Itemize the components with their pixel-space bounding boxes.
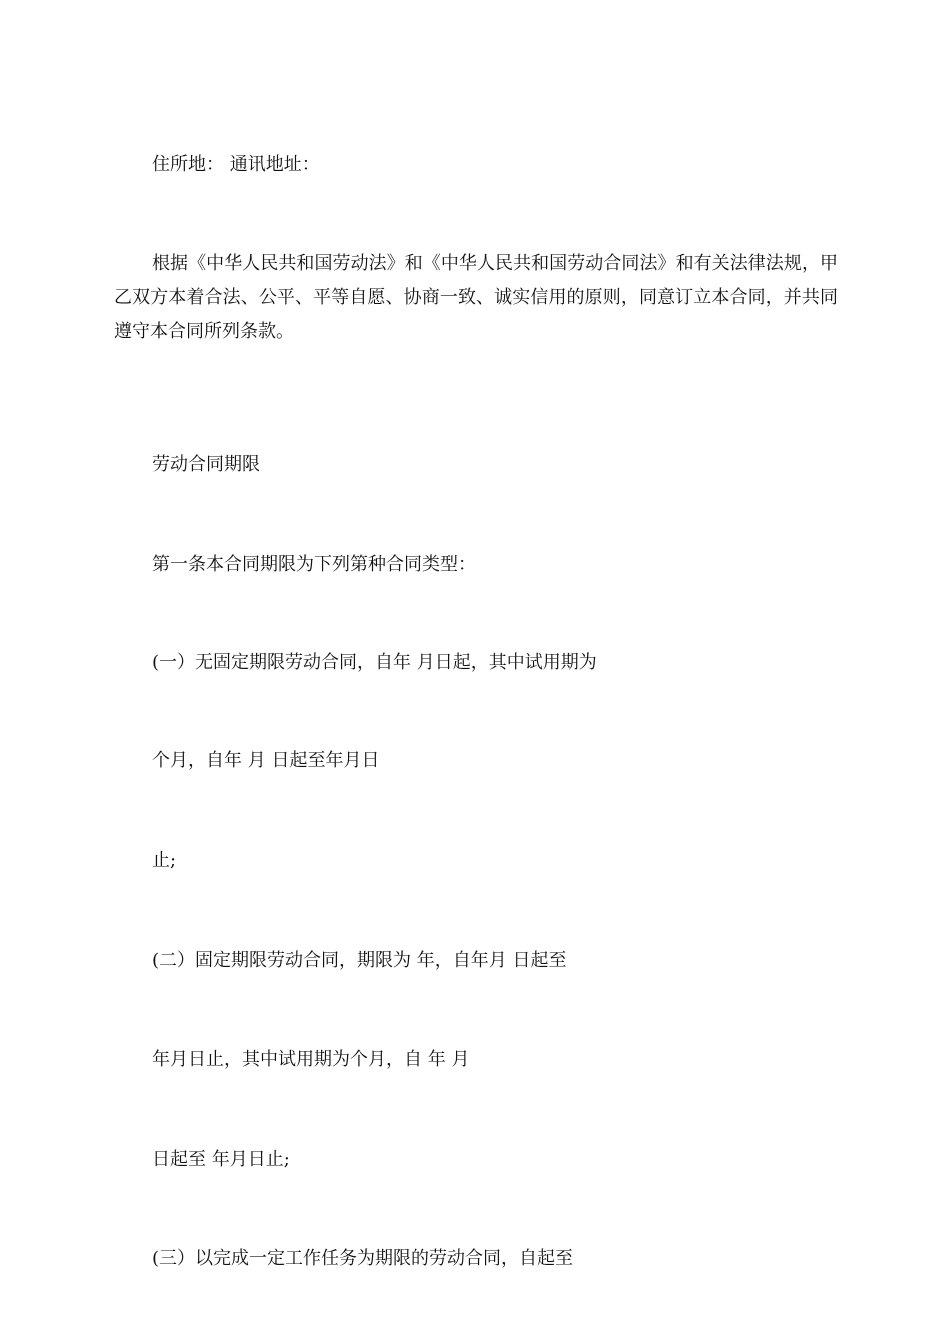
section-heading: 劳动合同期限: [152, 454, 260, 475]
item-2-line-2: 年月日止，其中试用期为个月，自 年 月: [152, 1049, 470, 1070]
item-1-line-3: 止;: [152, 850, 177, 871]
item-3-line-1: (三）以完成一定工作任务为期限的劳动合同，自起至: [152, 1248, 574, 1269]
item-2-line-3: 日起至 年月日止;: [152, 1149, 290, 1170]
item-1-line-2: 个月，自年 月 日起至年月日: [152, 750, 380, 771]
item-2-line-1: (二）固定期限劳动合同，期限为 年，自年月 日起至: [152, 950, 567, 971]
preamble-paragraph: 根据《中华人民共和国劳动法》和《中华人民共和国劳动合同法》和有关法律法规，甲乙双方本着合法、公平、平等自愿、协商一致、诚实信用的原则，同意订立本合同，并共同遵守本合同所列条款。: [114, 253, 838, 342]
address-line: 住所地： 通讯地址：: [152, 154, 320, 175]
item-1-line-1: (一）无固定期限劳动合同，自年 月日起，其中试用期为: [152, 652, 597, 673]
article-1: 第一条本合同期限为下列第种合同类型：: [152, 554, 476, 575]
